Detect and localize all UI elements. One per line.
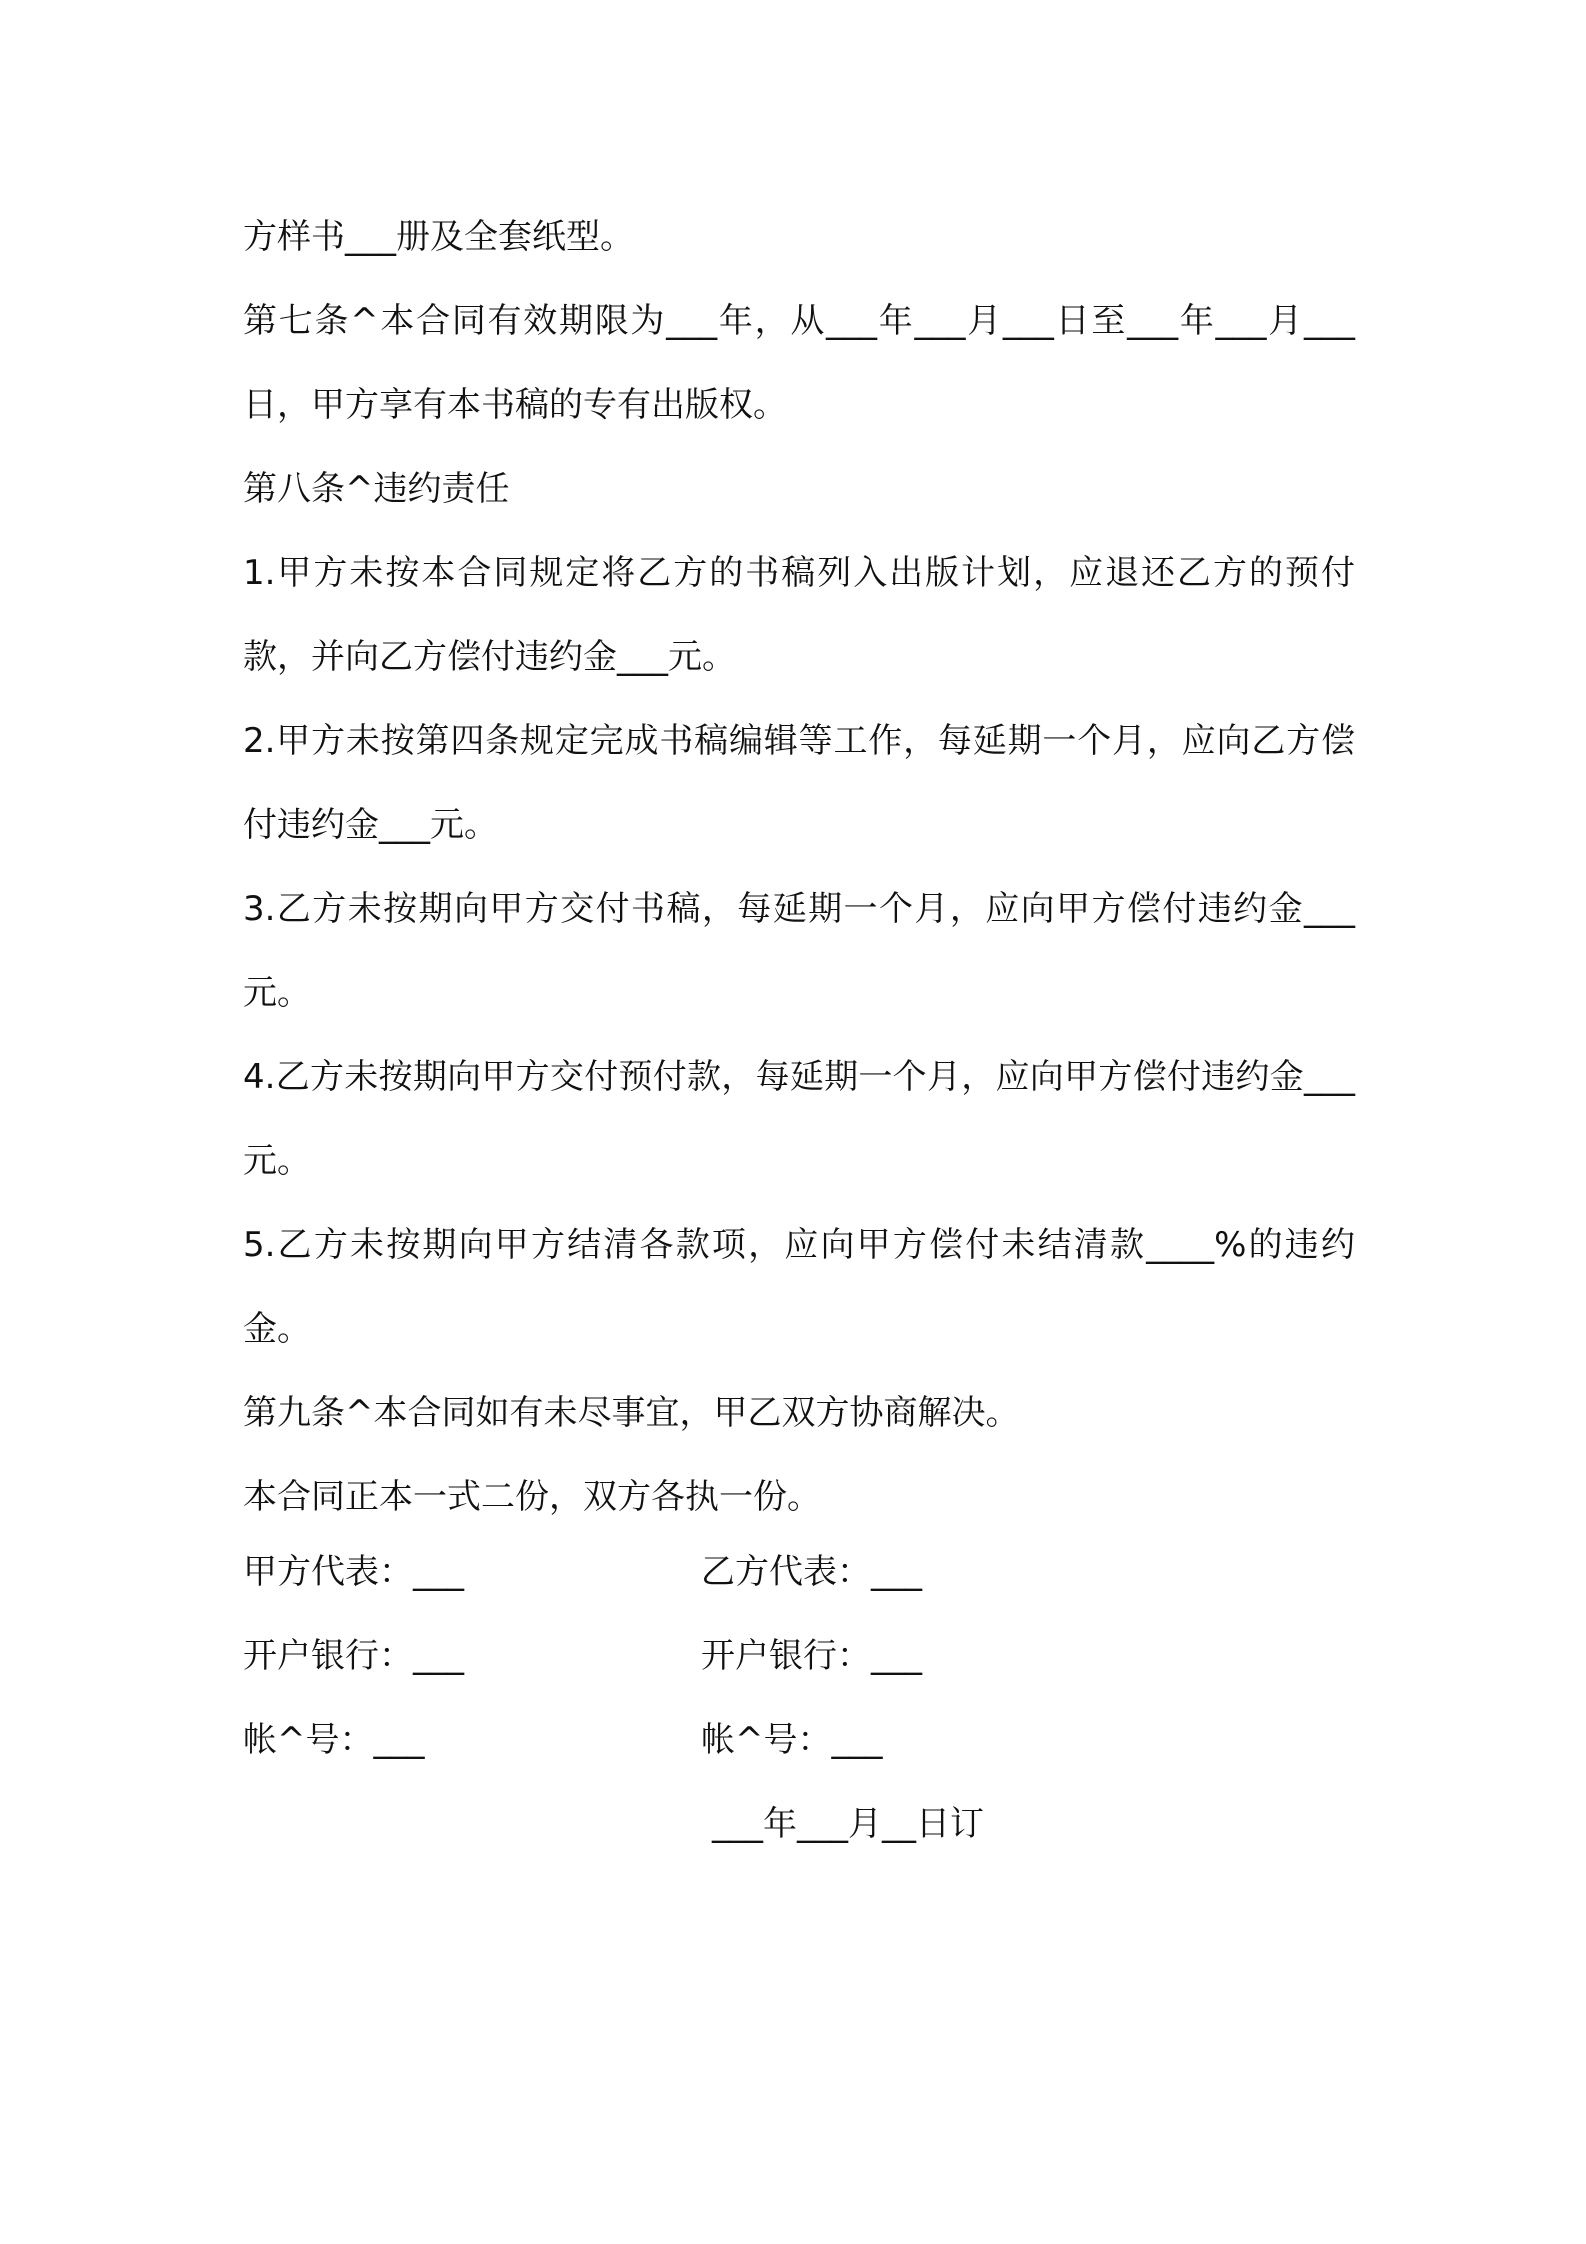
signature-row-bank [243,1614,1355,1698]
paragraph-clause-2: 2.甲方未按第四条规定完成书稿编辑等工作，每延期一个月，应向乙方偿付违约金___元。 [243,721,1355,845]
signing-date: ___年___月__日订 [712,1804,984,1844]
paragraph-sample-books: 方样书___册及全套纸型。 [243,217,634,257]
contract-body [243,195,1355,1539]
paragraph-copies: 本合同正本一式二份，双方各执一份。 [243,1477,821,1517]
party-a-representative: 甲方代表：___ [243,1552,464,1592]
signature-row-account [243,1698,1355,1782]
paragraph-clause-1: 1.甲方未按本合同规定将乙方的书稿列入出版计划，应退还乙方的预付款，并向乙方偿付违约金___元。 [243,553,1355,677]
paragraph-article-nine: 第九条^本合同如有未尽事宜，甲乙双方协商解决。 [243,1393,1020,1433]
paragraph-article-eight-heading: 第八条^违约责任 [243,469,510,509]
party-b-account: 帐^号：___ [701,1720,883,1760]
paragraph-article-seven: 第七条^本合同有效期限为___年，从___年___月___日至___年___月___日，甲方享有本书稿的专有出版权。 [243,301,1355,425]
paragraph-clause-5: 5.乙方未按期向甲方结清各款项，应向甲方偿付未结清款____%的违约金。 [243,1225,1355,1349]
signature-row-representative [243,1530,1355,1614]
signature-block [243,1530,1355,1782]
party-a-account: 帐^号：___ [243,1720,425,1760]
party-b-bank: 开户银行：___ [701,1636,922,1676]
paragraph-clause-4: 4.乙方未按期向甲方交付预付款，每延期一个月，应向甲方偿付违约金___元。 [243,1057,1355,1181]
party-b-representative: 乙方代表：___ [701,1552,922,1592]
paragraph-clause-3: 3.乙方未按期向甲方交付书稿，每延期一个月，应向甲方偿付违约金___元。 [243,889,1355,1013]
party-a-bank: 开户银行：___ [243,1636,464,1676]
